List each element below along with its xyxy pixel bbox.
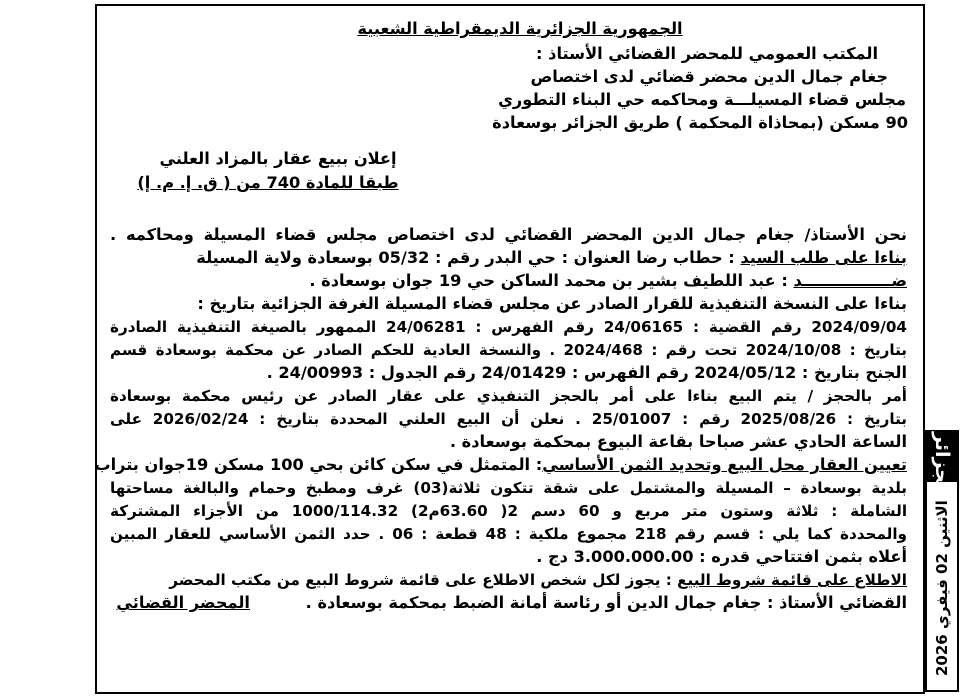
address-line: 90 مسكن (بمحاذاة المحكمة ) طريق الجزائر بوسعادة [492, 113, 908, 132]
court-line: مجلس قضاء المسيلـــة ومحاكمه حي البناء التطوري [498, 90, 906, 109]
bailiff-line: جغام جمال الدين محضر قضائي لدى اختصاص [530, 67, 888, 86]
notice-article: طبقا للمادة 740 من ( ق. إ. م. إ) [137, 173, 399, 192]
body-line-13: الشاملة : ثلاثة وستون متر مربع و 60 دسم 2( 63.60م2) 1000/114.32 من الأجزاء المشتركة [110, 502, 908, 520]
body-line-6: بتاريخ : 2024/10/08 تحت رقم : 2024/468 . والنسخة العادية للحكم الصادر عن محكمة بوسعادة قسم [110, 341, 907, 359]
body-line-11 [94, 454, 907, 476]
republic-heading: الجمهورية الجزائرية الديمقراطية الشعبية [357, 19, 683, 38]
body-line-10: الساعة الحادي عشر صباحا بقاعة البيوع بمحكمة بوسعادة . [449, 432, 907, 451]
body-line-15: أعلاه بثمن افتتاحي قدره : 3.000.000.00 دج . [536, 547, 907, 566]
publication-date: 2026 الاثنين 02 فيفري [933, 500, 951, 676]
newspaper-sidebar [925, 430, 959, 692]
defendant-details: : عبد اللطيف بشير بن محمد الساكن حي 19 جوان بوسعادة . [309, 271, 794, 290]
conditions-details: : يجوز لكل شخص الاطلاع على قائمة شروط البيع من مكتب المحضر [169, 571, 678, 589]
body-line-16 [110, 569, 907, 591]
defendant-label: ضــــــــــــــــد [793, 271, 907, 290]
notice-title: إعلان ببيع عقار بالمزاد العلني [159, 149, 397, 168]
body-line-8: أمر بالحجز / يتم البيع بناءا على أمر بالحجز التنفيذي على عقار الصادر عن رئيس محكمة بوسعادة [110, 387, 907, 405]
property-details: : المتمثل في سكن كائن بحي 100 مسكن 19جوان بتراب [94, 455, 543, 474]
body-line-7: الجنح بتاريخ : 2024/05/12 رقم الفهرس : 24/01429 رقم الجدول : 24/00993 . [266, 363, 907, 382]
body-line-12: بلدية بوسعادة – المسيلة والمشتمل على شقة تتكون ثلاثة(03) غرف ومطبخ وحمام والبالغة مساحتها [110, 479, 908, 497]
body-line-5: 2024/09/04 رقم القضية : 24/06165 رقم الفهرس : 24/06281 الممهور بالصيغة التنفيذية الصادرة [110, 318, 907, 336]
conditions-label: الاطلاع على قائمة شروط البيع [677, 571, 907, 589]
body-line-14: والمحددة كما يلي : قسم رقم 218 مجموع ملكية : 48 قطعة : 06 . حدد الثمن الأساسي للعقار المبين [110, 525, 907, 543]
applicant-label: بناءا على طلب السيد [740, 248, 907, 267]
body-line-1: نحن الأستاذ/ جغام جمال الدين المحضر القضائي لدى اختصاص مجلس قضاء المسيلة ومحاكمه . [110, 225, 907, 244]
office-title: المكتب العمومي للمحضر القضائي الأستاذ : [536, 44, 878, 63]
body-line-4: بناءا على النسخة التنفيذية للقرار الصادر عن مجلس قضاء المسيلة الغرفة الجزائية بتاريخ : [197, 294, 907, 313]
body-line-9: بتاريخ : 2025/08/26 رقم : 25/01007 . نعلن أن البيع العلني المحددة بتاريخ : 2026/02/24 على [110, 410, 907, 428]
applicant-details: : حطاب رضا العنوان : حي البدر رقم : 05/32 بوسعادة ولاية المسيلة [196, 248, 741, 267]
body-line-3 [110, 270, 907, 292]
body-line-17: القضائي الأستاذ : جغام جمال الدين أو رئاسة أمانة الضبط بمحكمة بوسعادة . [305, 593, 907, 612]
newspaper-name: الجزائر [927, 432, 957, 482]
property-label: تعيين العقار محل البيع وتحديد الثمن الأساسي [542, 455, 907, 474]
signature: المحضر القضائي [116, 593, 250, 612]
body-line-2 [110, 247, 907, 269]
